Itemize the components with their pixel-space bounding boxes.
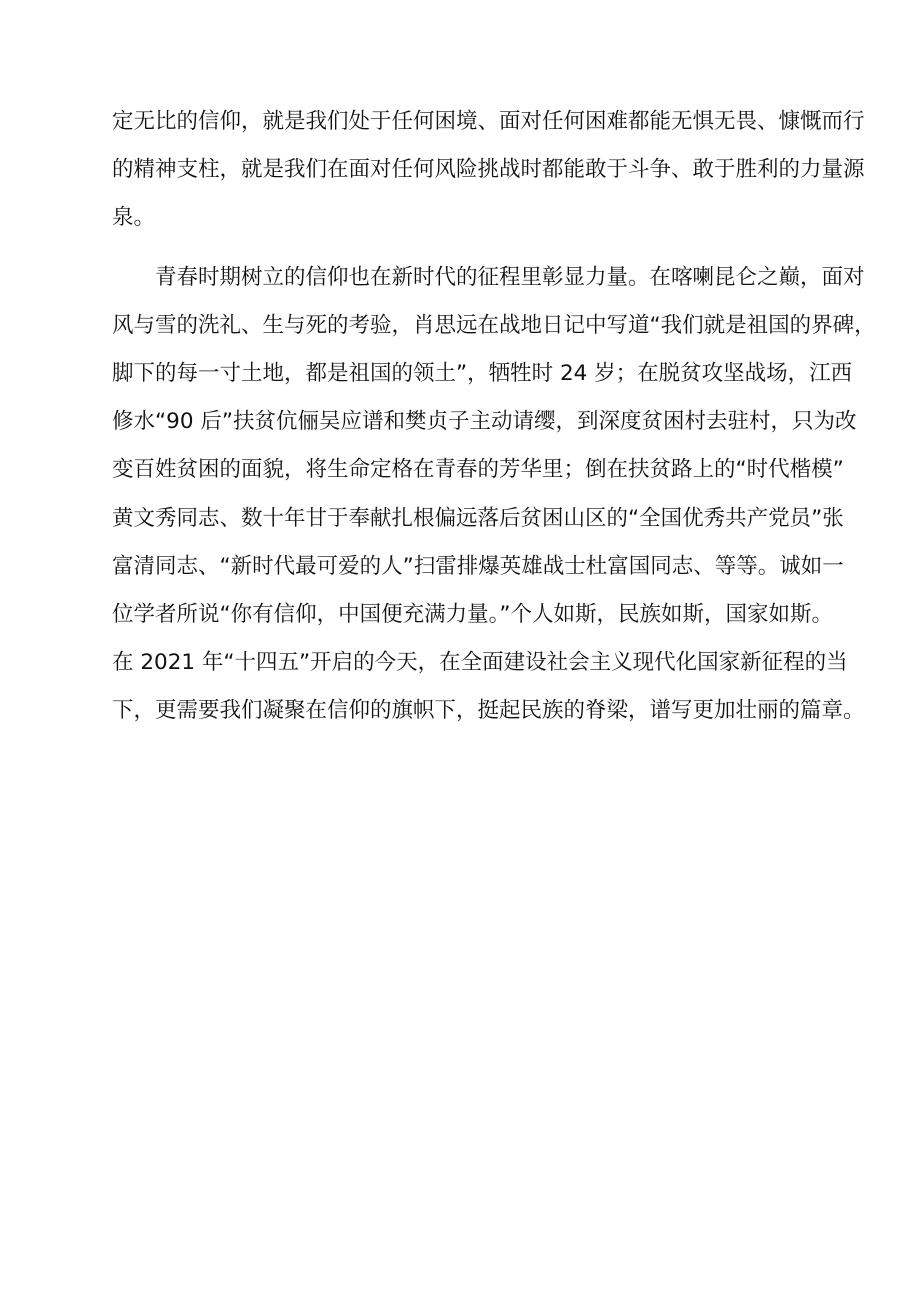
paragraph-1 [112, 98, 865, 243]
text-line: 修水“90 后”扶贫伉俪吴应谱和樊贞子主动请缨，到深度贫困村去驻村，只为改 [112, 409, 857, 435]
text-line: 风与雪的洗礼、生与死的考验，肖思远在战地日记中写道“我们就是祖国的界碑， [112, 312, 876, 338]
paragraph-spacer [112, 243, 824, 254]
text-line: 定无比的信仰，就是我们处于任何困境、面对任何困难都能无惧无畏、慷慨而行 [112, 109, 865, 134]
text-line: 位学者所说“你有信仰，中国便充满力量。”个人如斯，民族如斯，国家如斯。 [112, 601, 834, 627]
text-line: 富清同志、“新时代最可爱的人”扫雷排爆英雄战士杜富国同志、等等。诚如一 [112, 553, 844, 579]
paragraph-2 [112, 254, 876, 736]
text-line: 变百姓贫困的面貌，将生命定格在青春的芳华里；倒在扶贫路上的“时代楷模” [112, 457, 844, 483]
text-line: 青春时期树立的信仰也在新时代的征程里彰显力量。在喀喇昆仑之巅，面对 [155, 264, 865, 290]
text-line: 泉。 [112, 205, 156, 231]
text-line: 在 2021 年“十四五”开启的今天，在全面建设社会主义现代化国家新征程的当 [112, 650, 848, 676]
text-line: 脚下的每一寸土地，都是祖国的领土”，牺牲时 24 岁；在脱贫攻坚战场，江西 [112, 360, 853, 386]
text-line: 的精神支柱，就是我们在面对任何风险挑战时都能敢于斗争、敢于胜利的力量源 [112, 157, 865, 183]
text-line: 黄文秀同志、数十年甘于奉献扎根偏远落后贫困山区的“全国优秀共产党员”张 [112, 505, 844, 531]
text-line: 下，更需要我们凝聚在信仰的旗帜下，挺起民族的脊梁，谱写更加壮丽的篇章。 [112, 698, 865, 724]
document-body [112, 98, 876, 735]
